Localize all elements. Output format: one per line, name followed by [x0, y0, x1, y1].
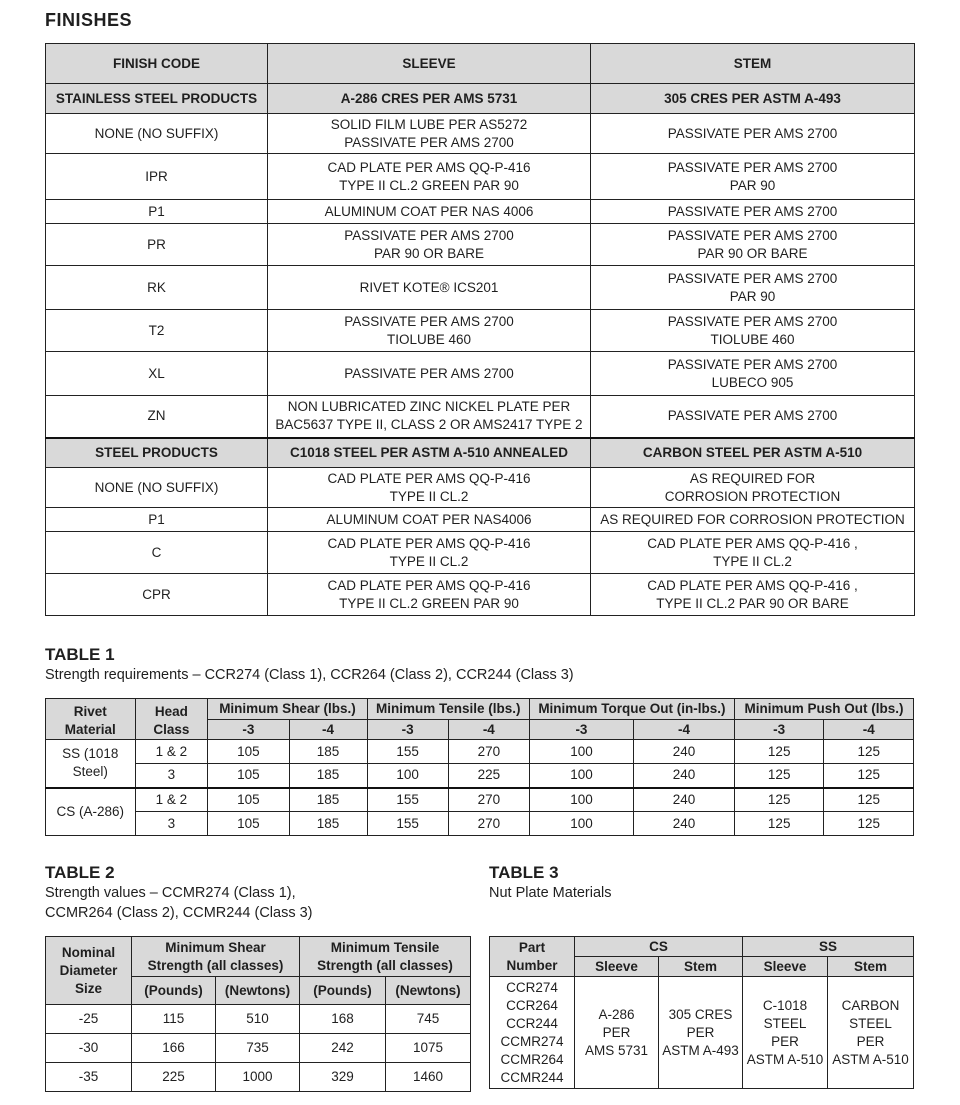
t2-sub-header: (Newtons)	[386, 977, 471, 1005]
t3-material	[828, 977, 914, 1089]
t3-group-cs: CS	[575, 937, 743, 957]
finish-stem	[591, 310, 915, 352]
finish-stem-line: PASSIVATE PER AMS 2700	[667, 270, 838, 286]
t1-size-header: -4	[824, 720, 914, 740]
finish-sleeve	[268, 468, 591, 508]
finish-code: CPR	[46, 574, 268, 616]
finish-stem	[591, 352, 915, 396]
finish-sleeve-line: TYPE II CL.2	[389, 553, 469, 569]
finishes-section-cell: A-286 CRES PER AMS 5731	[268, 84, 591, 114]
t3-material	[575, 977, 659, 1089]
t1-material: CS (A-286)	[46, 788, 136, 836]
finish-stem	[591, 508, 915, 532]
table2-title: TABLE 2	[45, 863, 115, 882]
t1-value: 100	[529, 812, 633, 836]
t1-value: 225	[448, 764, 529, 788]
t1-value: 100	[529, 740, 633, 764]
finish-stem-line: PASSIVATE PER AMS 2700	[667, 125, 838, 141]
t3-material-line: C-1018	[762, 997, 808, 1013]
finish-sleeve-line: PASSIVATE PER AMS 2700	[344, 227, 514, 243]
t1-group-shear: Minimum Shear (lbs.)	[208, 699, 367, 720]
finish-sleeve-line: RIVET KOTE® ICS201	[359, 279, 499, 295]
t2-size: -35	[46, 1063, 132, 1092]
table1-subtitle: Strength requirements – CCR274 (Class 1), CCR264 (Class 2), CCR244 (Class 3)	[45, 667, 574, 683]
t3-material-line: A-286	[598, 1006, 635, 1022]
t3-material-line: 305 CRES	[668, 1006, 733, 1022]
finishes-row	[46, 114, 915, 154]
t1-value: 185	[289, 788, 367, 812]
finish-stem-line: PASSIVATE PER AMS 2700	[667, 159, 838, 175]
t2-value: 1000	[216, 1063, 300, 1092]
t2-sub-header: (Pounds)	[132, 977, 216, 1005]
finishes-row	[46, 468, 915, 508]
finish-sleeve-line: TYPE II CL.2 GREEN PAR 90	[339, 177, 519, 193]
t3-material	[743, 977, 828, 1089]
finish-sleeve-line: TYPE II CL.2 GREEN PAR 90	[339, 595, 519, 611]
finish-stem-line: PASSIVATE PER AMS 2700	[667, 203, 838, 219]
t3-group-ss: SS	[743, 937, 914, 957]
t1-value: 100	[529, 764, 633, 788]
t1-value: 125	[824, 812, 914, 836]
t1-size-header: -3	[367, 720, 448, 740]
t1-header-head-class: Head Class	[135, 699, 208, 740]
t3-part-number: CCR274	[506, 979, 558, 995]
t2-size: -25	[46, 1005, 132, 1034]
finish-stem-line: LUBECO 905	[711, 374, 794, 390]
t3-material-line: PER	[856, 1033, 885, 1049]
t2-value: 242	[300, 1034, 386, 1063]
t1-value: 125	[734, 812, 824, 836]
t2-sub-header: (Pounds)	[300, 977, 386, 1005]
finish-sleeve	[268, 310, 591, 352]
t3-material	[659, 977, 743, 1089]
finishes-section-cell: STEEL PRODUCTS	[46, 438, 268, 468]
table2	[45, 936, 471, 1092]
t3-material-line: CARBON	[841, 997, 900, 1013]
finish-stem-line: TIOLUBE 460	[710, 331, 795, 347]
t2-value: 1460	[386, 1063, 471, 1092]
t3-material-line: PER	[602, 1024, 631, 1040]
finishes-section-header	[46, 438, 915, 468]
t1-size-header: -4	[448, 720, 529, 740]
table2-subtitle-line1: Strength values – CCMR274 (Class 1),	[45, 885, 296, 901]
t1-value: 105	[208, 812, 289, 836]
t1-value: 100	[529, 788, 633, 812]
finish-sleeve-line: CAD PLATE PER AMS QQ-P-416	[327, 535, 531, 551]
finish-sleeve	[268, 352, 591, 396]
finish-stem	[591, 266, 915, 310]
finish-code: C	[46, 532, 268, 574]
finish-sleeve-line: NON LUBRICATED ZINC NICKEL PLATE PER	[287, 399, 571, 415]
finish-sleeve-line: PASSIVATE PER AMS 2700	[344, 313, 514, 329]
finish-code: NONE (NO SUFFIX)	[46, 468, 268, 508]
t3-material-line: ASTM A-510	[832, 1051, 909, 1067]
t2-size-header: Nominal Diameter Size	[46, 937, 132, 1005]
t1-group-torque: Minimum Torque Out (in-lbs.)	[529, 699, 734, 720]
t1-value: 240	[633, 788, 734, 812]
t1-value: 240	[633, 740, 734, 764]
table1-title: TABLE 1	[45, 645, 115, 664]
finish-sleeve	[268, 574, 591, 616]
t2-group-tensile: Minimum Tensile Strength (all classes)	[300, 937, 471, 977]
finishes-section-header	[46, 84, 915, 114]
t3-sub-header: Sleeve	[743, 957, 828, 977]
finish-sleeve-line: PAR 90 OR BARE	[373, 245, 485, 261]
finish-sleeve	[268, 532, 591, 574]
finish-code: XL	[46, 352, 268, 396]
t3-sub-header: Sleeve	[575, 957, 659, 977]
t1-head-class: 3	[135, 764, 208, 788]
t1-size-header: -4	[289, 720, 367, 740]
finish-sleeve	[268, 114, 591, 154]
t1-value: 185	[289, 812, 367, 836]
t1-value: 100	[367, 764, 448, 788]
t1-header-material: Rivet Material	[46, 699, 136, 740]
finish-sleeve-line: PASSIVATE PER AMS 2700	[344, 365, 514, 381]
t1-value: 105	[208, 788, 289, 812]
t1-value: 240	[633, 764, 734, 788]
finish-sleeve-line: PASSIVATE PER AMS 2700	[344, 134, 514, 150]
t2-row	[46, 1063, 471, 1092]
t3-part-numbers	[490, 977, 575, 1089]
table3-title: TABLE 3	[489, 863, 559, 882]
finish-sleeve-line: CAD PLATE PER AMS QQ-P-416	[327, 577, 531, 593]
finishes-section-cell: C1018 STEEL PER ASTM A-510 ANNEALED	[268, 438, 591, 468]
finish-sleeve-line: TYPE II CL.2	[389, 488, 469, 504]
t1-value: 125	[824, 764, 914, 788]
t2-group-shear: Minimum Shear Strength (all classes)	[132, 937, 300, 977]
t1-value: 125	[824, 740, 914, 764]
finish-code: PR	[46, 224, 268, 266]
finish-stem-line: TYPE II CL.2 PAR 90 OR BARE	[656, 595, 849, 611]
finish-sleeve-line: SOLID FILM LUBE PER AS5272	[330, 116, 528, 132]
finishes-table	[45, 43, 915, 616]
t1-head-class: 1 & 2	[135, 788, 208, 812]
finishes-row	[46, 352, 915, 396]
t1-value: 185	[289, 764, 367, 788]
finish-stem	[591, 396, 915, 438]
finishes-row	[46, 154, 915, 200]
t1-row	[46, 764, 914, 788]
finish-sleeve	[268, 154, 591, 200]
t1-size-header: -3	[208, 720, 289, 740]
t2-size: -30	[46, 1034, 132, 1063]
finish-sleeve	[268, 508, 591, 532]
finish-stem-line: PASSIVATE PER AMS 2700	[667, 227, 838, 243]
finishes-row	[46, 310, 915, 352]
t2-value: 745	[386, 1005, 471, 1034]
finish-stem-line: PAR 90 OR BARE	[697, 245, 808, 261]
finishes-row	[46, 266, 915, 310]
t1-value: 155	[367, 812, 448, 836]
t1-group-tensile: Minimum Tensile (lbs.)	[367, 699, 529, 720]
finishes-section-cell: CARBON STEEL PER ASTM A-510	[591, 438, 915, 468]
t1-value: 125	[734, 788, 824, 812]
t1-value: 185	[289, 740, 367, 764]
finishes-title: FINISHES	[45, 10, 133, 30]
finish-stem-line: PAR 90	[729, 288, 776, 304]
t1-value: 240	[633, 812, 734, 836]
t1-group-push: Minimum Push Out (lbs.)	[734, 699, 913, 720]
finish-stem-line: TYPE II CL.2	[713, 553, 792, 569]
finishes-header-sleeve: SLEEVE	[268, 44, 591, 84]
finishes-row	[46, 532, 915, 574]
finishes-header-code: FINISH CODE	[46, 44, 268, 84]
t2-value: 225	[132, 1063, 216, 1092]
t1-size-header: -3	[734, 720, 824, 740]
finish-sleeve	[268, 266, 591, 310]
finish-code: IPR	[46, 154, 268, 200]
t1-size-header: -4	[633, 720, 734, 740]
t1-size-header: -3	[529, 720, 633, 740]
finish-sleeve	[268, 200, 591, 224]
finish-stem-line: AS REQUIRED FOR	[689, 470, 816, 486]
t1-value: 270	[448, 740, 529, 764]
finish-sleeve-line: CAD PLATE PER AMS QQ-P-416	[327, 470, 531, 486]
t1-row	[46, 812, 914, 836]
finish-sleeve-line: ALUMINUM COAT PER NAS 4006	[324, 203, 534, 219]
t2-value: 115	[132, 1005, 216, 1034]
finish-code: T2	[46, 310, 268, 352]
finishes-row	[46, 224, 915, 266]
t1-material: SS (1018 Steel)	[46, 740, 136, 788]
finish-stem	[591, 200, 915, 224]
finish-stem-line: CAD PLATE PER AMS QQ-P-416 ,	[647, 577, 858, 593]
t1-value: 270	[448, 788, 529, 812]
finish-code: P1	[46, 508, 268, 532]
t1-value: 105	[208, 740, 289, 764]
t1-value: 105	[208, 764, 289, 788]
finish-sleeve-line: ALUMINUM COAT PER NAS4006	[326, 511, 532, 527]
t3-material-line: PER	[771, 1033, 799, 1049]
finish-stem-line: PASSIVATE PER AMS 2700	[667, 356, 838, 372]
t2-value: 510	[216, 1005, 300, 1034]
finishes-section-cell: STAINLESS STEEL PRODUCTS	[46, 84, 268, 114]
finishes-row	[46, 508, 915, 532]
t3-part-number: CCR244	[506, 1015, 558, 1031]
t3-material-line: AMS 5731	[584, 1042, 649, 1058]
t3-part-header: Part Number	[490, 937, 575, 977]
t3-material-line: STEEL	[849, 1015, 892, 1031]
finish-sleeve-line: TIOLUBE 460	[386, 331, 472, 347]
t2-row	[46, 1005, 471, 1034]
t1-row	[46, 740, 914, 764]
t3-material-line: ASTM A-493	[662, 1042, 739, 1058]
finishes-row	[46, 200, 915, 224]
finish-sleeve-line: BAC5637 TYPE II, CLASS 2 OR AMS2417 TYPE 2	[275, 417, 583, 433]
finishes-header-stem: STEM	[591, 44, 915, 84]
t3-sub-header: Stem	[659, 957, 743, 977]
table2-subtitle-line2: CCMR264 (Class 2), CCMR244 (Class 3)	[45, 905, 313, 921]
finishes-row	[46, 396, 915, 438]
finishes-section-cell: 305 CRES PER ASTM A-493	[591, 84, 915, 114]
t3-material-line: ASTM A-510	[746, 1051, 824, 1067]
finish-code: ZN	[46, 396, 268, 438]
t2-value: 166	[132, 1034, 216, 1063]
finish-sleeve	[268, 396, 591, 438]
t1-head-class: 3	[135, 812, 208, 836]
finish-sleeve-line: CAD PLATE PER AMS QQ-P-416	[327, 159, 531, 175]
t1-value: 125	[734, 740, 824, 764]
finish-stem-line: AS REQUIRED FOR CORROSION PROTECTION	[600, 511, 905, 527]
t1-value: 125	[734, 764, 824, 788]
finish-stem-line: PAR 90	[729, 177, 776, 193]
finishes-row	[46, 574, 915, 616]
finish-code: NONE (NO SUFFIX)	[46, 114, 268, 154]
t1-head-class: 1 & 2	[135, 740, 208, 764]
finish-stem	[591, 154, 915, 200]
finish-stem	[591, 224, 915, 266]
t1-value: 155	[367, 740, 448, 764]
finish-stem	[591, 574, 915, 616]
finish-stem	[591, 114, 915, 154]
finish-stem-line: CORROSION PROTECTION	[664, 488, 841, 504]
t1-value: 270	[448, 812, 529, 836]
t3-material-line: PER	[686, 1024, 715, 1040]
t2-value: 735	[216, 1034, 300, 1063]
finish-stem-line: PASSIVATE PER AMS 2700	[667, 313, 838, 329]
table3-subtitle: Nut Plate Materials	[489, 885, 612, 901]
finish-code: P1	[46, 200, 268, 224]
t2-value: 329	[300, 1063, 386, 1092]
table1	[45, 698, 914, 836]
t1-row	[46, 788, 914, 812]
t2-row	[46, 1034, 471, 1063]
t2-value: 1075	[386, 1034, 471, 1063]
table3	[489, 936, 914, 1089]
t3-material-line: STEEL	[763, 1015, 807, 1031]
t3-part-number: CCMR264	[500, 1051, 564, 1067]
t1-value: 155	[367, 788, 448, 812]
t3-part-number: CCR264	[506, 997, 558, 1013]
t3-sub-header: Stem	[828, 957, 914, 977]
t3-part-number: CCMR244	[500, 1069, 564, 1085]
finish-code: RK	[46, 266, 268, 310]
t2-value: 168	[300, 1005, 386, 1034]
finish-stem-line: PASSIVATE PER AMS 2700	[667, 408, 838, 424]
t2-sub-header: (Newtons)	[216, 977, 300, 1005]
finish-stem-line: CAD PLATE PER AMS QQ-P-416 ,	[647, 535, 858, 551]
t3-part-number: CCMR274	[500, 1033, 564, 1049]
finish-stem	[591, 532, 915, 574]
finish-sleeve	[268, 224, 591, 266]
finish-stem	[591, 468, 915, 508]
t1-value: 125	[824, 788, 914, 812]
